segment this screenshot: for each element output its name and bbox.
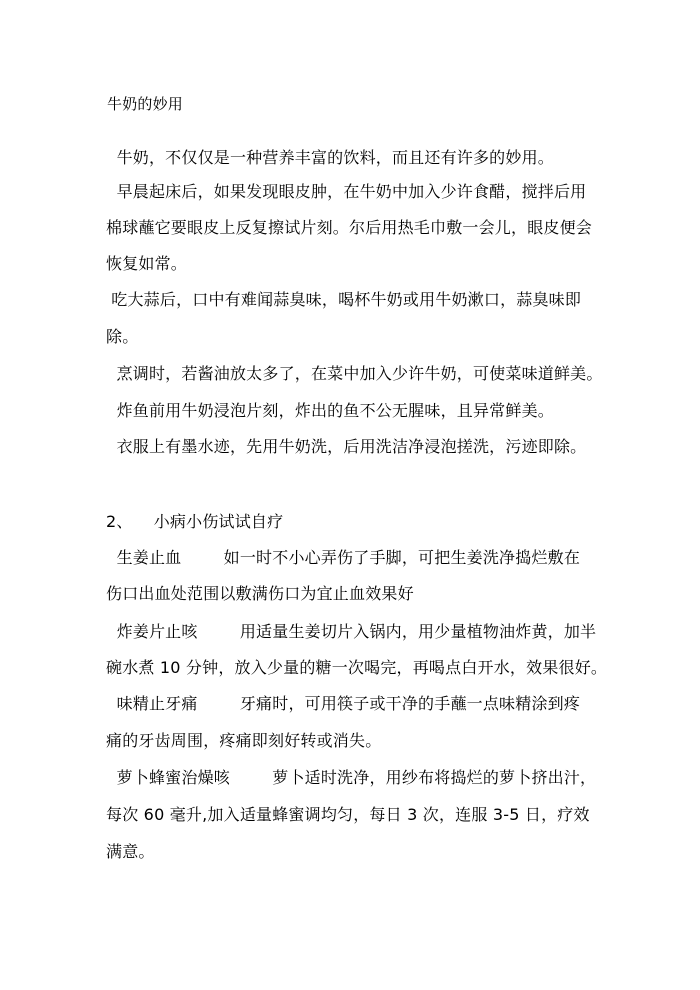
paragraph-line: 棉球蘸它要眼皮上反复擦试片刻。尔后用热毛巾敷一会儿，眼皮便会 [106, 218, 593, 237]
paragraph-line: 烹调时，若酱油放太多了，在菜中加入少许牛奶，可使菜味道鲜美。 [106, 364, 603, 383]
paragraph-line: 味精止牙痛 牙痛时，可用筷子或干净的手蘸一点味精涂到疼 [106, 694, 581, 713]
paragraph-line: 痛的牙齿周围，疼痛即刻好转或消失。 [106, 731, 382, 750]
paragraph-line: 满意。 [106, 842, 155, 861]
paragraph-line: 恢复如常。 [106, 254, 188, 273]
paragraph-line: 伤口出血处范围以敷满伤口为宜止血效果好 [106, 584, 414, 603]
section-heading: 2、 小病小伤试试自疗 [106, 512, 284, 531]
paragraph-line: 炸鱼前用牛奶浸泡片刻，炸出的鱼不公无腥味，且异常鲜美。 [106, 401, 554, 420]
paragraph-line: 萝卜蜂蜜治燥咳 萝卜适时洗净，用纱布将捣烂的萝卜挤出汁， [106, 768, 597, 787]
paragraph-line: 牛奶，不仅仅是一种营养丰富的饮料，而且还有许多的妙用。 [106, 148, 554, 167]
paragraph-line: 碗水煮 10 分钟，放入少量的糖一次喝完，再喝点白开水，效果很好。 [106, 658, 608, 677]
paragraph-line: 每次 60 毫升,加入适量蜂蜜调均匀，每日 3 次，连服 3-5 日，疗效 [106, 805, 590, 824]
paragraph-line: 炸姜片止咳 用适量生姜切片入锅内，用少量植物油炸黄，加半 [106, 622, 597, 641]
paragraph-line: 衣服上有墨水迹，先用牛奶洗，后用洗洁净浸泡搓洗，污迹即除。 [106, 437, 587, 456]
paragraph-line: 生姜止血 如一时不小心弄伤了手脚，可把生姜洗净捣烂敷在 [106, 548, 581, 567]
paragraph-line: 除。 [106, 327, 139, 346]
paragraph-line: 早晨起床后，如果发现眼皮肿，在牛奶中加入少许食醋，搅拌后用 [106, 182, 587, 201]
paragraph-line: 吃大蒜后，口中有难闻蒜臭味，喝杯牛奶或用牛奶漱口，蒜臭味即 [106, 290, 582, 309]
section-title: 牛奶的妙用 [107, 95, 184, 113]
